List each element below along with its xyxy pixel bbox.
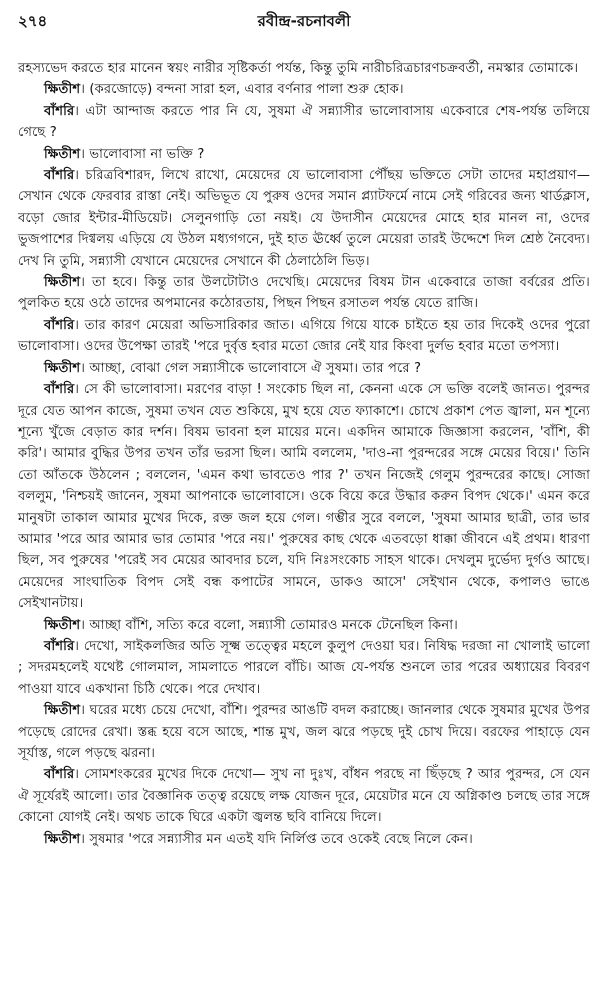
paragraph [18, 58, 590, 79]
speaker-name: ক্ষিতীশ [44, 703, 81, 719]
dialogue-text: । আচ্ছা, বোঝা গেল সন্ন্যাসীকে ভালোবাসে ঐ সুষমা। তার পরে ? [80, 360, 422, 376]
dialogue-text: । সোমশংকরের মুখের দিকে দেখো— সুখ না দুঃখ, বাঁধন পরছে না ছিঁড়ছে ? আর পুরন্দর, সে যেন ঐ সূর্যেরই আলো। তার বৈজ্ঞানিক তত্ত্ব রয়েছে লক্ষ যোজন দূরে, মেয়েটার মনে যে অগ্নিকাণ্ড চলছে তার সঙ্গে কোনো যোগই নেই। অথচ তাকে ঘিরে একটা জ্বলন্ত ছবি বানিয়ে দিলে। [18, 767, 590, 826]
paragraph [18, 272, 590, 315]
dialogue-text: রহস্যভেদ করতে হার মানেন স্বয়ং নারীর সৃষ্টিকর্তা পর্যন্ত, কিন্তু তুমি নারীচরিত্রচারণচক্রবর্তী, নমস্কার তোমাকে। [18, 61, 579, 76]
speaker-name: ক্ষিতীশ [44, 275, 81, 291]
speaker-name: বাঁশরি [44, 317, 75, 333]
paragraph [18, 700, 590, 764]
paragraph [18, 358, 590, 379]
paragraph [18, 165, 590, 272]
paragraph [18, 144, 590, 165]
dialogue-text: । চরিত্রবিশারদ, লিখে রাখো, মেয়েদের যে ভালোবাসা পৌঁছয় ভক্তিতে সেটা তাদের মহাপ্রয়াণ— সেখান থেকে ফেরবার রাস্তা নেই। অভিভূত যে পুরুষ ওদের সমান প্ল্যাটফর্মে নামে সেই গরিবের জন্য থার্ডক্লাস, বড়ো জোর ইন্টার-মীডিয়েট। সেলুনগাড়ি তো নয়ই। যে উদাসীন মেয়েদের মোহে হার মানল না, ওদের ভুজপাশের দিগ্বলয় এড়িয়ে যে উঠল মধ্যগগনে, দুই হাত ঊর্ধ্বে তুলে মেয়েরা তারই উদ্দেশে দিল শ্রেষ্ঠ নৈবেদ্য। দেখ নি তুমি, সন্ন্যাসী যেখানে মেয়েদের সেখানে কী ঠেলাঠেলি ভিড়। [18, 168, 590, 269]
speaker-name: বাঁশরি [44, 103, 75, 119]
speaker-name: বাঁশরি [44, 168, 75, 184]
speaker-name: ক্ষিতীশ [44, 82, 81, 98]
paragraph [18, 101, 590, 144]
paragraph [18, 79, 590, 100]
paragraph [18, 379, 590, 614]
paragraph [18, 764, 590, 828]
speaker-name: ক্ষিতীশ [44, 831, 81, 847]
dialogue-text: । আচ্ছা বাঁশি, সত্যি করে বলো, সন্ন্যাসী তোমারও মনকে টেনেছিল কিনা। [80, 617, 458, 633]
speaker-name: বাঁশরি [44, 767, 75, 783]
dialogue-text: । তার কারণ মেয়েরা অভিসারিকার জাত। এগিয়ে গিয়ে যাকে চাইতে হয় তার দিকেই ওদের পুরো ভালোবাসা। ওদের উপেক্ষা তারই 'পরে দুর্বৃত্ত হবার মতো জোর নেই যার কিংবা দুর্লভ হবার মতো তপস্যা। [18, 317, 590, 355]
dialogue-text: । ভালোবাসা না ভক্তি ? [80, 146, 205, 162]
dialogue-text: । সে কী ভালোবাসা। মরণের বাড়া ! সংকোচ ছিল না, কেননা একে সে ভক্তি বলেই জানত। পুরন্দর দূরে যেত আপন কাজে, সুষমা তখন যেত শুকিয়ে, মুখ হয়ে যেত ফ্যাকাশে। চোখে প্রকাশ পেত জ্বালা, মন শূন্যে শূন্যে খুঁজে বেড়াত কার দর্শন। বিষম ভাবনা হল মায়ের মনে। একদিন আমাকে জিজ্ঞাসা করলেন, 'বাঁশি, কী করি'। আমার বুদ্ধির উপর তখন তাঁর ভরসা ছিল। আমি বললেম, 'দাও-না পুরন্দরের সঙ্গে মেয়ের বিয়ে।' তিনি তো আঁতকে উঠলেন ; বললেন, 'এমন কথা ভাবতেও পার ?' তখন নিজেই গেলুম পুরন্দরের কাছে। সোজা বললুম, 'নিশ্চয়ই জানেন, সুষমা আপনাকে ভালোবাসে। ওকে বিয়ে করে উদ্ধার করুন বিপদ থেকে।' এমন করে মানুষটা তাকাল আমার মুখের দিকে, রক্ত জল হয়ে গেল। গম্ভীর সুরে বললে, 'সুষমা আমার ছাত্রী, তার ভার আমার 'পরে আর আমার ভার তোমার 'পরে নয়।' পুরুষের কাছ থেকে এতবড়ো ধাক্কা জীবনে এই প্রথম। ধারণা ছিল, সব পুরুষের 'পরেই সব মেয়ের আবদার চলে, যদি নিঃসংকোচ সাহস থাকে। দেখলুম দুর্ভেদ্য দুর্গও আছে। মেয়েদের সাংঘাতিক বিপদ সেই বন্ধ কপাটের সামনে, ডাকও আসে' সেইখান থেকে, কপালও ভাঙে সেইখানটায়। [18, 382, 590, 612]
dialogue-text: । এটা আন্দাজ করতে পার নি যে, সুষমা ঐ সন্ন্যাসীর ভালোবাসায় একেবারে শেষ-পর্যন্ত তলিয়ে গেছে ? [18, 103, 590, 141]
speaker-name: বাঁশরি [44, 638, 75, 654]
speaker-name: ক্ষিতীশ [44, 146, 81, 162]
dialogue-text: । সুষমার 'পরে সন্ন্যাসীর মন এতই যদি নির্লিপ্ত তবে ওকেই বেছে নিলে কেন। [80, 831, 473, 847]
paragraph [18, 829, 590, 850]
page-header [18, 6, 590, 36]
dialogue-text: । ঘরের মধ্যে চেয়ে দেখো, বাঁশি। পুরন্দর আঙটি বদল করাচ্ছে। জানলার থেকে সুষমার মুখের উপর পড়েছে রোদের রেখা। স্তব্ধ হয়ে বসে আছে, শান্ত মুখ, জল ঝরে পড়ছে দুই চোখ দিয়ে। বরফের পাহাড়ে যেন সূর্যাস্ত, গলে পড়ছে ঝরনা। [18, 703, 590, 761]
paragraph [18, 636, 590, 700]
running-title: রবীন্দ্র-রচনাবলী [257, 12, 351, 30]
speaker-name: ক্ষিতীশ [44, 360, 81, 376]
dialogue-text: । (করজোড়ে) বন্দনা সারা হল, এবার বর্ণনার পালা শুরু হোক। [80, 82, 404, 98]
paragraph [18, 615, 590, 636]
dialogue-text: । তা হবে। কিন্তু তার উলটোটাও দেখেছি। মেয়েদের বিষম টান একেবারে তাজা বর্বরের প্রতি। পুলকিত হয়ে ওঠে তাদের অপমানের কঠোরতায়, পিছন পিছন রসাতল পর্যন্ত যেতে রাজি। [18, 275, 590, 312]
speaker-name: বাঁশরি [44, 382, 75, 398]
body-text [18, 58, 590, 850]
speaker-name: ক্ষিতীশ [44, 617, 81, 633]
dialogue-text: । দেখো, সাইকলজির অতি সূক্ষ্ম তত্ত্বের মহলে কুলুপ দেওয়া ঘর। নিষিদ্ধ দরজা না খোলাই ভালো ; সদরমহলেই যথেষ্ট গোলমাল, সামলাতে পারলে বাঁচি। আজ যে-পর্যন্ত শুনলে তার পরের অধ্যায়ের বিবরণ পাওয়া যাবে একখানা চিঠি থেকে। পরে দেখাব। [18, 638, 590, 697]
page-number: ২৭৪ [18, 12, 48, 30]
paragraph [18, 315, 590, 358]
